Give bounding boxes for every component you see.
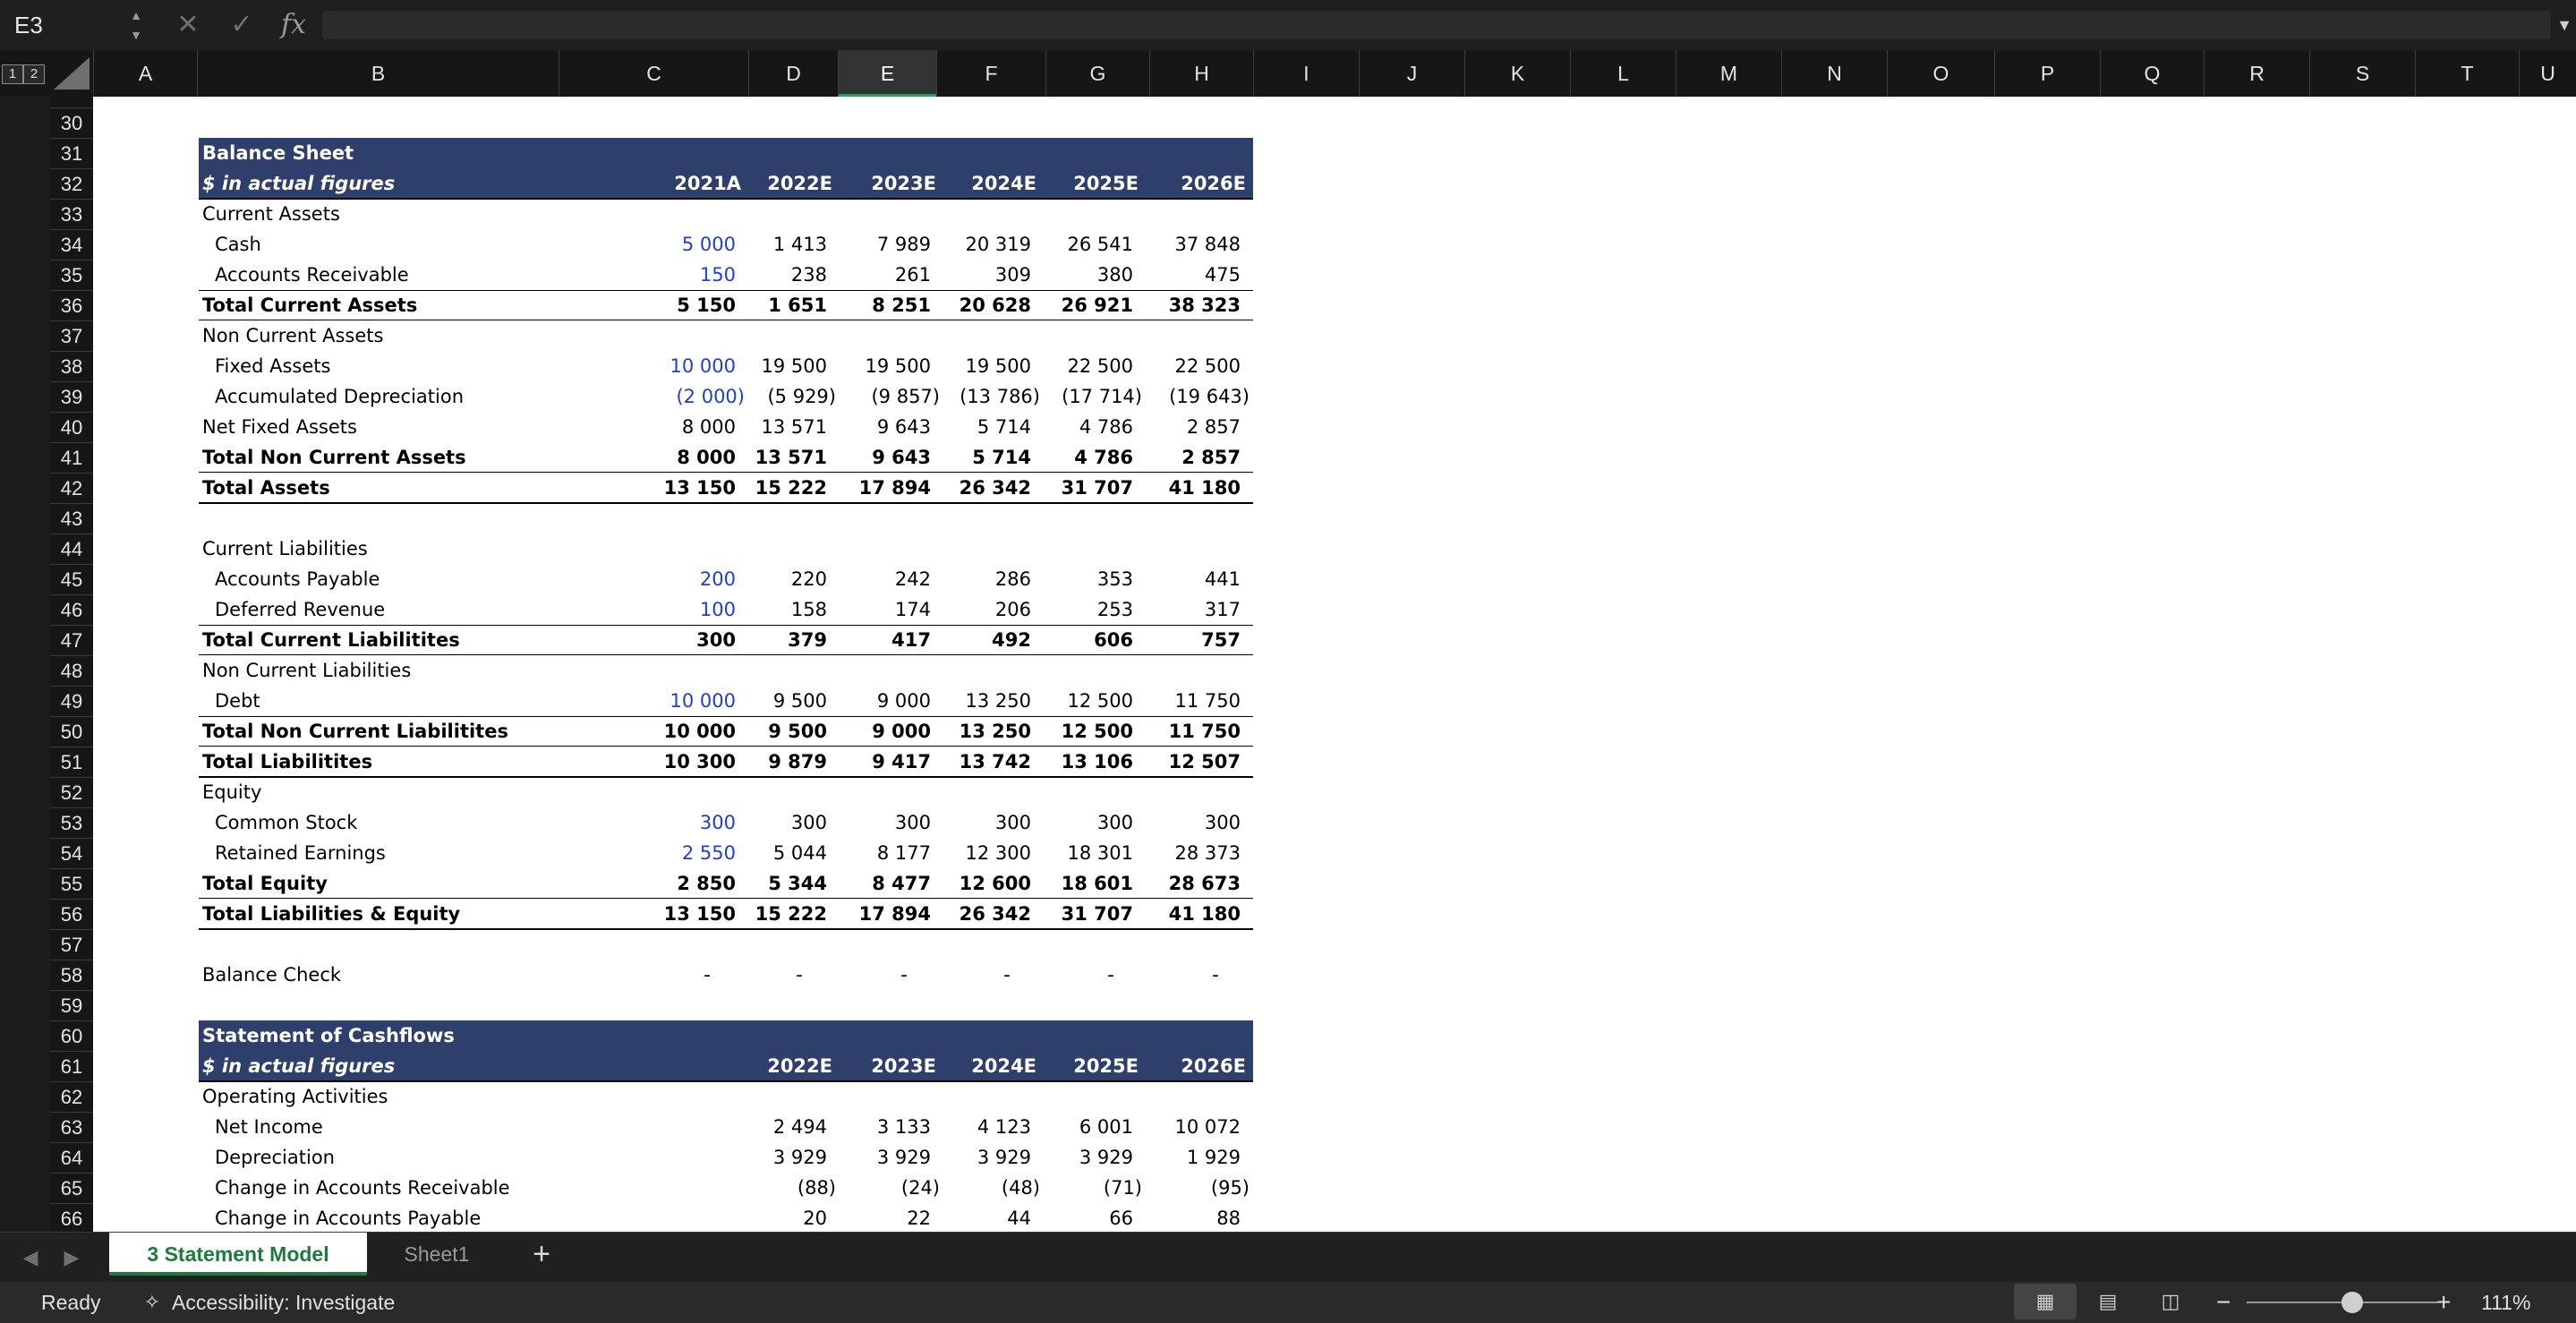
balance-sheet-value-row-39-col-3[interactable]: (13 786) — [960, 386, 1040, 407]
cashflows-value-row-65-col-4[interactable]: (71) — [1103, 1177, 1142, 1199]
balance-sheet-value-row-40-col-2[interactable]: 9 643 — [876, 416, 931, 438]
balance-sheet-value-row-34-col-0[interactable]: 5 000 — [681, 234, 736, 255]
balance-sheet-value-row-34-col-2[interactable]: 7 989 — [876, 234, 931, 255]
cashflows-value-row-66-col-5[interactable]: 88 — [1216, 1208, 1241, 1229]
balance-sheet-value-row-42-col-2[interactable]: 17 894 — [858, 477, 931, 499]
zoom-slider-thumb[interactable] — [2341, 1292, 2363, 1313]
row-header-52[interactable]: 52 — [50, 777, 93, 807]
accessibility-label: Accessibility: Investigate — [172, 1291, 396, 1314]
zoom-level[interactable]: 111% — [2481, 1291, 2531, 1314]
balance-sheet-value-row-39-col-1[interactable]: (5 929) — [767, 386, 836, 407]
balance-sheet-value-row-47-col-2[interactable]: 417 — [891, 629, 931, 651]
row-header-61[interactable]: 61 — [50, 1051, 93, 1081]
balance-sheet-value-row-55-col-0[interactable]: 2 850 — [677, 873, 736, 894]
row-header-60[interactable]: 60 — [50, 1020, 93, 1051]
cashflows-subtitle[interactable]: $ in actual figures — [202, 1055, 396, 1077]
row-header-50[interactable]: 50 — [50, 716, 93, 747]
cashflows-value-row-64-col-5[interactable]: 1 929 — [1186, 1147, 1241, 1168]
column-header-a[interactable]: A — [93, 50, 197, 97]
column-header-d[interactable]: D — [748, 50, 838, 97]
balance-sheet-value-row-56-col-3[interactable]: 26 342 — [959, 903, 1031, 925]
cashflows-label-row-65[interactable]: Change in Accounts Receivable — [215, 1177, 510, 1199]
balance-sheet-label-row-51[interactable]: Total Liabilitites — [202, 751, 373, 772]
row-header-41[interactable]: 41 — [50, 442, 93, 473]
balance-sheet-value-row-38-col-2[interactable]: 19 500 — [865, 355, 931, 377]
zoom-slider[interactable] — [2247, 1302, 2438, 1303]
balance-sheet-overline-row-50 — [199, 716, 1253, 717]
outline-level-1-button[interactable]: 1 — [2, 64, 23, 84]
column-header-h[interactable]: H — [1149, 50, 1253, 97]
balance-sheet-value-row-51-col-1[interactable]: 9 879 — [768, 751, 827, 772]
balance-sheet-value-row-46-col-4[interactable]: 253 — [1096, 599, 1133, 620]
column-header-r[interactable]: R — [2204, 50, 2309, 97]
balance-sheet-value-row-35-col-2[interactable]: 261 — [894, 264, 931, 286]
outline-level-2-button[interactable]: 2 — [23, 64, 45, 84]
row-header-63[interactable]: 63 — [50, 1112, 93, 1142]
balance-sheet-label-row-58[interactable]: Balance Check — [202, 964, 342, 986]
enter-icon[interactable]: ✓ — [230, 10, 253, 39]
cashflows-value-row-64-col-2[interactable]: 3 929 — [876, 1147, 931, 1168]
cashflows-value-row-66-col-4[interactable]: 66 — [1109, 1208, 1133, 1229]
cashflows-label-row-66[interactable]: Change in Accounts Payable — [215, 1208, 482, 1229]
cashflows-title[interactable]: Statement of Cashflows — [202, 1025, 455, 1046]
balance-sheet-value-row-51-col-5[interactable]: 12 507 — [1168, 751, 1241, 772]
balance-sheet-value-row-38-col-5[interactable]: 22 500 — [1174, 355, 1241, 377]
select-all-button[interactable] — [54, 57, 90, 90]
balance-sheet-value-row-41-col-0[interactable]: 8 000 — [677, 447, 736, 468]
balance-sheet-value-row-56-col-0[interactable]: 13 150 — [663, 903, 736, 925]
balance-sheet-value-row-45-col-1[interactable]: 220 — [790, 568, 827, 590]
balance-sheet-value-row-34-col-3[interactable]: 20 319 — [965, 234, 1031, 255]
row-header-65[interactable]: 65 — [50, 1173, 93, 1203]
balance-sheet-label-row-44[interactable]: Current Liabilities — [202, 538, 368, 559]
balance-sheet-value-row-51-col-2[interactable]: 9 417 — [872, 751, 931, 772]
balance-sheet-value-row-58-col-1[interactable]: - — [796, 964, 803, 986]
balance-sheet-overline-row-47 — [199, 625, 1253, 626]
balance-sheet-underline-row-51 — [199, 776, 1253, 778]
balance-sheet-value-row-58-col-5[interactable]: - — [1212, 964, 1219, 986]
balance-sheet-label-row-52[interactable]: Equity — [202, 781, 262, 803]
formula-input[interactable] — [322, 11, 2551, 39]
balance-sheet-value-row-38-col-1[interactable]: 19 500 — [761, 355, 827, 377]
balance-sheet-value-row-49-col-3[interactable]: 13 250 — [965, 690, 1031, 712]
row-header-35[interactable]: 35 — [50, 260, 93, 290]
balance-sheet-label-row-35[interactable]: Accounts Receivable — [215, 264, 409, 286]
page-break-view-icon[interactable]: ◫ — [2161, 1290, 2180, 1312]
cashflows-value-row-63-col-3[interactable]: 4 123 — [977, 1116, 1031, 1138]
view-buttons — [2014, 1284, 2202, 1319]
status-bar — [0, 1282, 2576, 1323]
balance-sheet-value-row-58-col-3[interactable]: - — [1003, 964, 1011, 986]
balance-sheet-value-row-40-col-4[interactable]: 4 786 — [1079, 416, 1133, 438]
row-header-33[interactable]: 33 — [50, 199, 93, 229]
balance-sheet-value-row-50-col-2[interactable]: 9 000 — [872, 721, 931, 742]
cashflows-year-2022e[interactable]: 2022E — [767, 1055, 832, 1077]
balance-sheet-value-row-56-col-2[interactable]: 17 894 — [858, 903, 931, 925]
balance-sheet-label-row-37[interactable]: Non Current Assets — [202, 325, 384, 346]
column-header-o[interactable]: O — [1887, 50, 1994, 97]
column-header-c[interactable]: C — [559, 50, 748, 97]
balance-sheet-value-row-45-col-5[interactable]: 441 — [1204, 568, 1241, 590]
row-header-47[interactable]: 47 — [50, 625, 93, 655]
balance-sheet-value-row-54-col-2[interactable]: 8 177 — [876, 842, 931, 864]
balance-sheet-year-2021a[interactable]: 2021A — [674, 173, 741, 194]
row-header-34[interactable]: 34 — [50, 229, 93, 260]
cashflows-label-row-64[interactable]: Depreciation — [215, 1147, 335, 1168]
balance-sheet-year-2022e[interactable]: 2022E — [767, 173, 832, 194]
balance-sheet-value-row-53-col-5[interactable]: 300 — [1204, 812, 1241, 833]
balance-sheet-value-row-51-col-0[interactable]: 10 300 — [663, 751, 736, 772]
page-layout-view-icon[interactable]: ▤ — [2098, 1290, 2118, 1312]
balance-sheet-value-row-42-col-0[interactable]: 13 150 — [663, 477, 736, 499]
row-header-40[interactable]: 40 — [50, 412, 93, 442]
name-box[interactable]: E3 — [14, 12, 43, 38]
row-header-36[interactable]: 36 — [50, 290, 93, 320]
balance-sheet-label-row-34[interactable]: Cash — [215, 234, 261, 255]
row-header-57[interactable]: 57 — [50, 929, 93, 960]
balance-sheet-label-row-54[interactable]: Retained Earnings — [215, 842, 386, 864]
balance-sheet-label-row-55[interactable]: Total Equity — [202, 873, 328, 894]
balance-sheet-label-row-38[interactable]: Fixed Assets — [215, 355, 331, 377]
row-header-column — [0, 97, 95, 1232]
balance-sheet-value-row-56-col-4[interactable]: 31 707 — [1061, 903, 1133, 925]
balance-sheet-value-row-50-col-1[interactable]: 9 500 — [768, 721, 827, 742]
column-header-e[interactable]: E — [838, 50, 936, 97]
column-header-k[interactable]: K — [1464, 50, 1570, 97]
balance-sheet-value-row-47-col-0[interactable]: 300 — [696, 629, 736, 651]
balance-sheet-value-row-42-col-1[interactable]: 15 222 — [755, 477, 827, 499]
row-header-58[interactable]: 58 — [50, 960, 93, 990]
column-header-p[interactable]: P — [1994, 50, 2100, 97]
cashflows-value-row-64-col-1[interactable]: 3 929 — [772, 1147, 827, 1168]
balance-sheet-value-row-35-col-4[interactable]: 380 — [1096, 264, 1133, 286]
balance-sheet-value-row-35-col-1[interactable]: 238 — [790, 264, 827, 286]
balance-sheet-value-row-41-col-4[interactable]: 4 786 — [1074, 447, 1133, 468]
row-header-43[interactable]: 43 — [50, 503, 93, 533]
balance-sheet-value-row-55-col-1[interactable]: 5 344 — [768, 873, 827, 894]
row-header-37[interactable]: 37 — [50, 320, 93, 351]
cashflows-value-row-63-col-1[interactable]: 2 494 — [772, 1116, 827, 1138]
balance-sheet-value-row-51-col-4[interactable]: 13 106 — [1061, 751, 1133, 772]
row-header-38[interactable]: 38 — [50, 351, 93, 381]
balance-sheet-value-row-53-col-0[interactable]: 300 — [699, 812, 736, 833]
balance-sheet-value-row-47-col-5[interactable]: 757 — [1201, 629, 1241, 651]
balance-sheet-value-row-38-col-4[interactable]: 22 500 — [1067, 355, 1133, 377]
row-header-30[interactable]: 30 — [50, 107, 93, 138]
balance-sheet-value-row-35-col-3[interactable]: 309 — [994, 264, 1031, 286]
balance-sheet-title[interactable]: Balance Sheet — [202, 142, 354, 164]
balance-sheet-label-row-49[interactable]: Debt — [215, 690, 260, 712]
cashflows-value-row-65-col-2[interactable]: (24) — [900, 1177, 940, 1199]
balance-sheet-value-row-38-col-0[interactable]: 10 000 — [670, 355, 736, 377]
next-sheet-icon[interactable]: ▶ — [64, 1246, 80, 1268]
column-header-row — [0, 50, 2576, 98]
balance-sheet-value-row-36-col-4[interactable]: 26 921 — [1061, 294, 1133, 316]
balance-sheet-value-row-51-col-3[interactable]: 13 742 — [959, 751, 1031, 772]
balance-sheet-value-row-39-col-4[interactable]: (17 714) — [1062, 386, 1142, 407]
balance-sheet-label-row-56[interactable]: Total Liabilities & Equity — [202, 903, 461, 925]
outline-level-buttons — [2, 64, 45, 84]
balance-sheet-label-row-47[interactable]: Total Current Liabilitites — [202, 629, 460, 651]
balance-sheet-value-row-46-col-0[interactable]: 100 — [699, 599, 736, 620]
balance-sheet-value-row-45-col-3[interactable]: 286 — [994, 568, 1031, 590]
balance-sheet-value-row-49-col-0[interactable]: 10 000 — [670, 690, 736, 712]
column-header-t[interactable]: T — [2415, 50, 2519, 97]
previous-sheet-icon[interactable]: ◀ — [22, 1246, 38, 1268]
balance-sheet-year-2023e[interactable]: 2023E — [871, 173, 936, 194]
balance-sheet-value-row-47-col-4[interactable]: 606 — [1094, 629, 1133, 651]
row-outline-strip — [0, 97, 50, 1232]
balance-sheet-value-row-50-col-3[interactable]: 13 250 — [959, 721, 1031, 742]
status-ready: Ready — [41, 1291, 101, 1314]
balance-sheet-value-row-40-col-0[interactable]: 8 000 — [681, 416, 736, 438]
balance-sheet-value-row-53-col-4[interactable]: 300 — [1096, 812, 1133, 833]
balance-sheet-value-row-54-col-4[interactable]: 18 301 — [1067, 842, 1133, 864]
row-header-39[interactable]: 39 — [50, 381, 93, 412]
balance-sheet-value-row-46-col-5[interactable]: 317 — [1204, 599, 1241, 620]
row-header-31[interactable]: 31 — [50, 138, 93, 168]
balance-sheet-value-row-39-col-5[interactable]: (19 643) — [1169, 386, 1250, 407]
balance-sheet-value-row-53-col-1[interactable]: 300 — [790, 812, 827, 833]
balance-sheet-value-row-34-col-1[interactable]: 1 413 — [772, 234, 827, 255]
column-header-f[interactable]: F — [936, 50, 1045, 97]
balance-sheet-value-row-55-col-5[interactable]: 28 673 — [1168, 873, 1241, 894]
balance-sheet-value-row-45-col-0[interactable]: 200 — [699, 568, 736, 590]
balance-sheet-value-row-45-col-4[interactable]: 353 — [1096, 568, 1133, 590]
balance-sheet-underline-row-56 — [199, 928, 1253, 930]
row-header-53[interactable]: 53 — [50, 807, 93, 838]
row-header-48[interactable]: 48 — [50, 655, 93, 686]
column-header-q[interactable]: Q — [2100, 50, 2204, 97]
row-header-46[interactable]: 46 — [50, 594, 93, 625]
balance-sheet-value-row-42-col-5[interactable]: 41 180 — [1168, 477, 1241, 499]
balance-sheet-value-row-41-col-2[interactable]: 9 643 — [872, 447, 931, 468]
balance-sheet-label-row-42[interactable]: Total Assets — [202, 477, 330, 499]
balance-sheet-value-row-40-col-1[interactable]: 13 571 — [761, 416, 827, 438]
cashflows-label-row-62[interactable]: Operating Activities — [202, 1086, 388, 1107]
accessibility-status[interactable] — [140, 1282, 395, 1323]
balance-sheet-label-row-40[interactable]: Net Fixed Assets — [202, 416, 357, 438]
cancel-icon[interactable]: ✕ — [176, 10, 200, 39]
balance-sheet-value-row-46-col-1[interactable]: 158 — [790, 599, 827, 620]
cashflows-year-2025e[interactable]: 2025E — [1073, 1055, 1139, 1077]
balance-sheet-value-row-46-col-3[interactable]: 206 — [994, 599, 1031, 620]
add-sheet-button[interactable]: + — [533, 1237, 550, 1271]
cashflows-year-2023e[interactable]: 2023E — [871, 1055, 936, 1077]
row-header-44[interactable]: 44 — [50, 533, 93, 564]
column-header-g[interactable]: G — [1045, 50, 1149, 97]
balance-sheet-value-row-54-col-5[interactable]: 28 373 — [1174, 842, 1241, 864]
balance-sheet-value-row-36-col-0[interactable]: 5 150 — [677, 294, 736, 316]
row-header-59[interactable]: 59 — [50, 990, 93, 1020]
balance-sheet-label-row-33[interactable]: Current Assets — [202, 203, 340, 225]
column-header-j[interactable]: J — [1359, 50, 1464, 97]
column-header-n[interactable]: N — [1781, 50, 1887, 97]
balance-sheet-value-row-45-col-2[interactable]: 242 — [894, 568, 931, 590]
row-header-56[interactable]: 56 — [50, 899, 93, 929]
column-header-s[interactable]: S — [2309, 50, 2415, 97]
balance-sheet-value-row-55-col-2[interactable]: 8 477 — [872, 873, 931, 894]
row-header-45[interactable]: 45 — [50, 564, 93, 594]
cashflows-value-row-63-col-4[interactable]: 6 001 — [1079, 1116, 1133, 1138]
balance-sheet-value-row-36-col-2[interactable]: 8 251 — [872, 294, 931, 316]
row-header-64[interactable]: 64 — [50, 1142, 93, 1173]
balance-sheet-value-row-56-col-1[interactable]: 15 222 — [755, 903, 827, 925]
balance-sheet-label-row-36[interactable]: Total Current Assets — [202, 294, 418, 316]
balance-sheet-value-row-49-col-1[interactable]: 9 500 — [772, 690, 827, 712]
balance-sheet-value-row-34-col-4[interactable]: 26 541 — [1067, 234, 1133, 255]
cashflows-label-row-63[interactable]: Net Income — [215, 1116, 323, 1138]
balance-sheet-value-row-39-col-2[interactable]: (9 857) — [871, 386, 940, 407]
balance-sheet-label-row-41[interactable]: Total Non Current Assets — [202, 447, 466, 468]
zoom-out-button[interactable]: − — [2216, 1288, 2231, 1316]
formula-bar — [0, 0, 2576, 51]
cashflows-value-row-63-col-5[interactable]: 10 072 — [1174, 1116, 1241, 1138]
row-header-54[interactable]: 54 — [50, 838, 93, 868]
column-header-u[interactable]: U — [2519, 50, 2576, 97]
column-header-i[interactable]: I — [1253, 50, 1359, 97]
balance-sheet-header-rule — [199, 198, 1253, 200]
balance-sheet-label-row-46[interactable]: Deferred Revenue — [215, 599, 386, 620]
cashflows-value-row-65-col-5[interactable]: (95) — [1210, 1177, 1250, 1199]
balance-sheet-value-row-40-col-5[interactable]: 2 857 — [1186, 416, 1241, 438]
row-header-32[interactable]: 32 — [50, 168, 93, 199]
row-header-51[interactable]: 51 — [50, 747, 93, 777]
balance-sheet-underline-row-42 — [199, 502, 1253, 504]
balance-sheet-value-row-46-col-2[interactable]: 174 — [894, 599, 931, 620]
balance-sheet-value-row-55-col-3[interactable]: 12 600 — [959, 873, 1031, 894]
row-header-49[interactable]: 49 — [50, 686, 93, 716]
cashflows-year-2026e[interactable]: 2026E — [1181, 1055, 1246, 1077]
cashflows-value-row-66-col-1[interactable]: 20 — [803, 1208, 827, 1229]
balance-sheet-year-2026e[interactable]: 2026E — [1181, 173, 1246, 194]
row-header-55[interactable]: 55 — [50, 868, 93, 899]
balance-sheet-value-row-40-col-3[interactable]: 5 714 — [977, 416, 1031, 438]
cashflows-value-row-64-col-3[interactable]: 3 929 — [977, 1147, 1031, 1168]
balance-sheet-value-row-58-col-4[interactable]: - — [1107, 964, 1114, 986]
balance-sheet-value-row-53-col-3[interactable]: 300 — [994, 812, 1031, 833]
balance-sheet-year-2024e[interactable]: 2024E — [971, 173, 1036, 194]
balance-sheet-value-row-39-col-0[interactable]: (2 000) — [676, 386, 745, 407]
balance-sheet-value-row-34-col-5[interactable]: 37 848 — [1174, 234, 1241, 255]
cashflows-value-row-66-col-3[interactable]: 44 — [1007, 1208, 1031, 1229]
cashflows-value-row-66-col-2[interactable]: 22 — [907, 1208, 931, 1229]
balance-sheet-value-row-41-col-3[interactable]: 5 714 — [972, 447, 1031, 468]
cashflows-value-row-65-col-3[interactable]: (48) — [1001, 1177, 1040, 1199]
sheet-tab-bar — [0, 1232, 2576, 1283]
cashflows-value-row-64-col-4[interactable]: 3 929 — [1079, 1147, 1133, 1168]
balance-sheet-value-row-54-col-3[interactable]: 12 300 — [965, 842, 1031, 864]
balance-sheet-value-row-58-col-2[interactable]: - — [900, 964, 908, 986]
worksheet-grid[interactable] — [93, 97, 2576, 1232]
balance-sheet-value-row-55-col-4[interactable]: 18 601 — [1061, 873, 1133, 894]
balance-sheet-value-row-49-col-5[interactable]: 11 750 — [1174, 690, 1241, 712]
row-header-62[interactable]: 62 — [50, 1081, 93, 1112]
balance-sheet-value-row-50-col-0[interactable]: 10 000 — [663, 721, 736, 742]
balance-sheet-value-row-54-col-0[interactable]: 2 550 — [681, 842, 736, 864]
row-header-66[interactable]: 66 — [50, 1203, 93, 1233]
normal-view-icon[interactable]: ▦ — [2014, 1284, 2077, 1319]
balance-sheet-value-row-35-col-5[interactable]: 475 — [1204, 264, 1241, 286]
expand-formula-bar-icon[interactable]: ▼ — [2556, 16, 2572, 34]
insert-function-icon[interactable]: fx — [280, 9, 307, 40]
cashflows-value-row-65-col-1[interactable]: (88) — [797, 1177, 836, 1199]
sheet-tab-3-statement-model[interactable]: 3 Statement Model — [109, 1233, 367, 1276]
balance-sheet-label-row-53[interactable]: Common Stock — [215, 812, 358, 833]
balance-sheet-value-row-36-col-5[interactable]: 38 323 — [1168, 294, 1241, 316]
balance-sheet-value-row-50-col-4[interactable]: 12 500 — [1061, 721, 1133, 742]
sheet-tab-sheet1[interactable]: Sheet1 — [404, 1242, 470, 1266]
name-box-stepper-icon[interactable]: ▲ ▼ — [130, 8, 142, 42]
balance-sheet-value-row-54-col-1[interactable]: 5 044 — [772, 842, 827, 864]
accessibility-icon: ✧ — [143, 1291, 161, 1313]
balance-sheet-label-row-48[interactable]: Non Current Liabilities — [202, 660, 412, 681]
balance-sheet-value-row-41-col-5[interactable]: 2 857 — [1181, 447, 1241, 468]
balance-sheet-value-row-49-col-4[interactable]: 12 500 — [1067, 690, 1133, 712]
balance-sheet-label-row-45[interactable]: Accounts Payable — [215, 568, 380, 590]
balance-sheet-label-row-39[interactable]: Accumulated Depreciation — [215, 386, 465, 407]
balance-sheet-value-row-36-col-1[interactable]: 1 651 — [768, 294, 827, 316]
balance-sheet-overline-row-36 — [199, 290, 1253, 291]
balance-sheet-value-row-38-col-3[interactable]: 19 500 — [965, 355, 1031, 377]
column-header-m[interactable]: M — [1676, 50, 1781, 97]
balance-sheet-label-row-50[interactable]: Total Non Current Liabilitites — [202, 721, 508, 742]
balance-sheet-value-row-56-col-5[interactable]: 41 180 — [1168, 903, 1241, 925]
balance-sheet-value-row-53-col-2[interactable]: 300 — [894, 812, 931, 833]
balance-sheet-value-row-36-col-3[interactable]: 20 628 — [959, 294, 1031, 316]
balance-sheet-year-2025e[interactable]: 2025E — [1073, 173, 1139, 194]
balance-sheet-value-row-41-col-1[interactable]: 13 571 — [755, 447, 827, 468]
balance-sheet-value-row-50-col-5[interactable]: 11 750 — [1168, 721, 1241, 742]
balance-sheet-value-row-42-col-4[interactable]: 31 707 — [1061, 477, 1133, 499]
balance-sheet-value-row-35-col-0[interactable]: 150 — [699, 264, 736, 286]
balance-sheet-subtitle[interactable]: $ in actual figures — [202, 173, 396, 194]
balance-sheet-value-row-49-col-2[interactable]: 9 000 — [876, 690, 931, 712]
balance-sheet-value-row-47-col-1[interactable]: 379 — [788, 629, 827, 651]
zoom-in-button[interactable]: + — [2436, 1288, 2452, 1316]
balance-sheet-value-row-42-col-3[interactable]: 26 342 — [959, 477, 1031, 499]
balance-sheet-value-row-58-col-0[interactable]: - — [704, 964, 711, 986]
cashflows-year-2024e[interactable]: 2024E — [971, 1055, 1036, 1077]
column-header-b[interactable]: B — [197, 50, 559, 97]
column-header-l[interactable]: L — [1570, 50, 1676, 97]
row-header-42[interactable]: 42 — [50, 473, 93, 503]
cashflows-value-row-63-col-2[interactable]: 3 133 — [876, 1116, 931, 1138]
balance-sheet-value-row-47-col-3[interactable]: 492 — [992, 629, 1031, 651]
